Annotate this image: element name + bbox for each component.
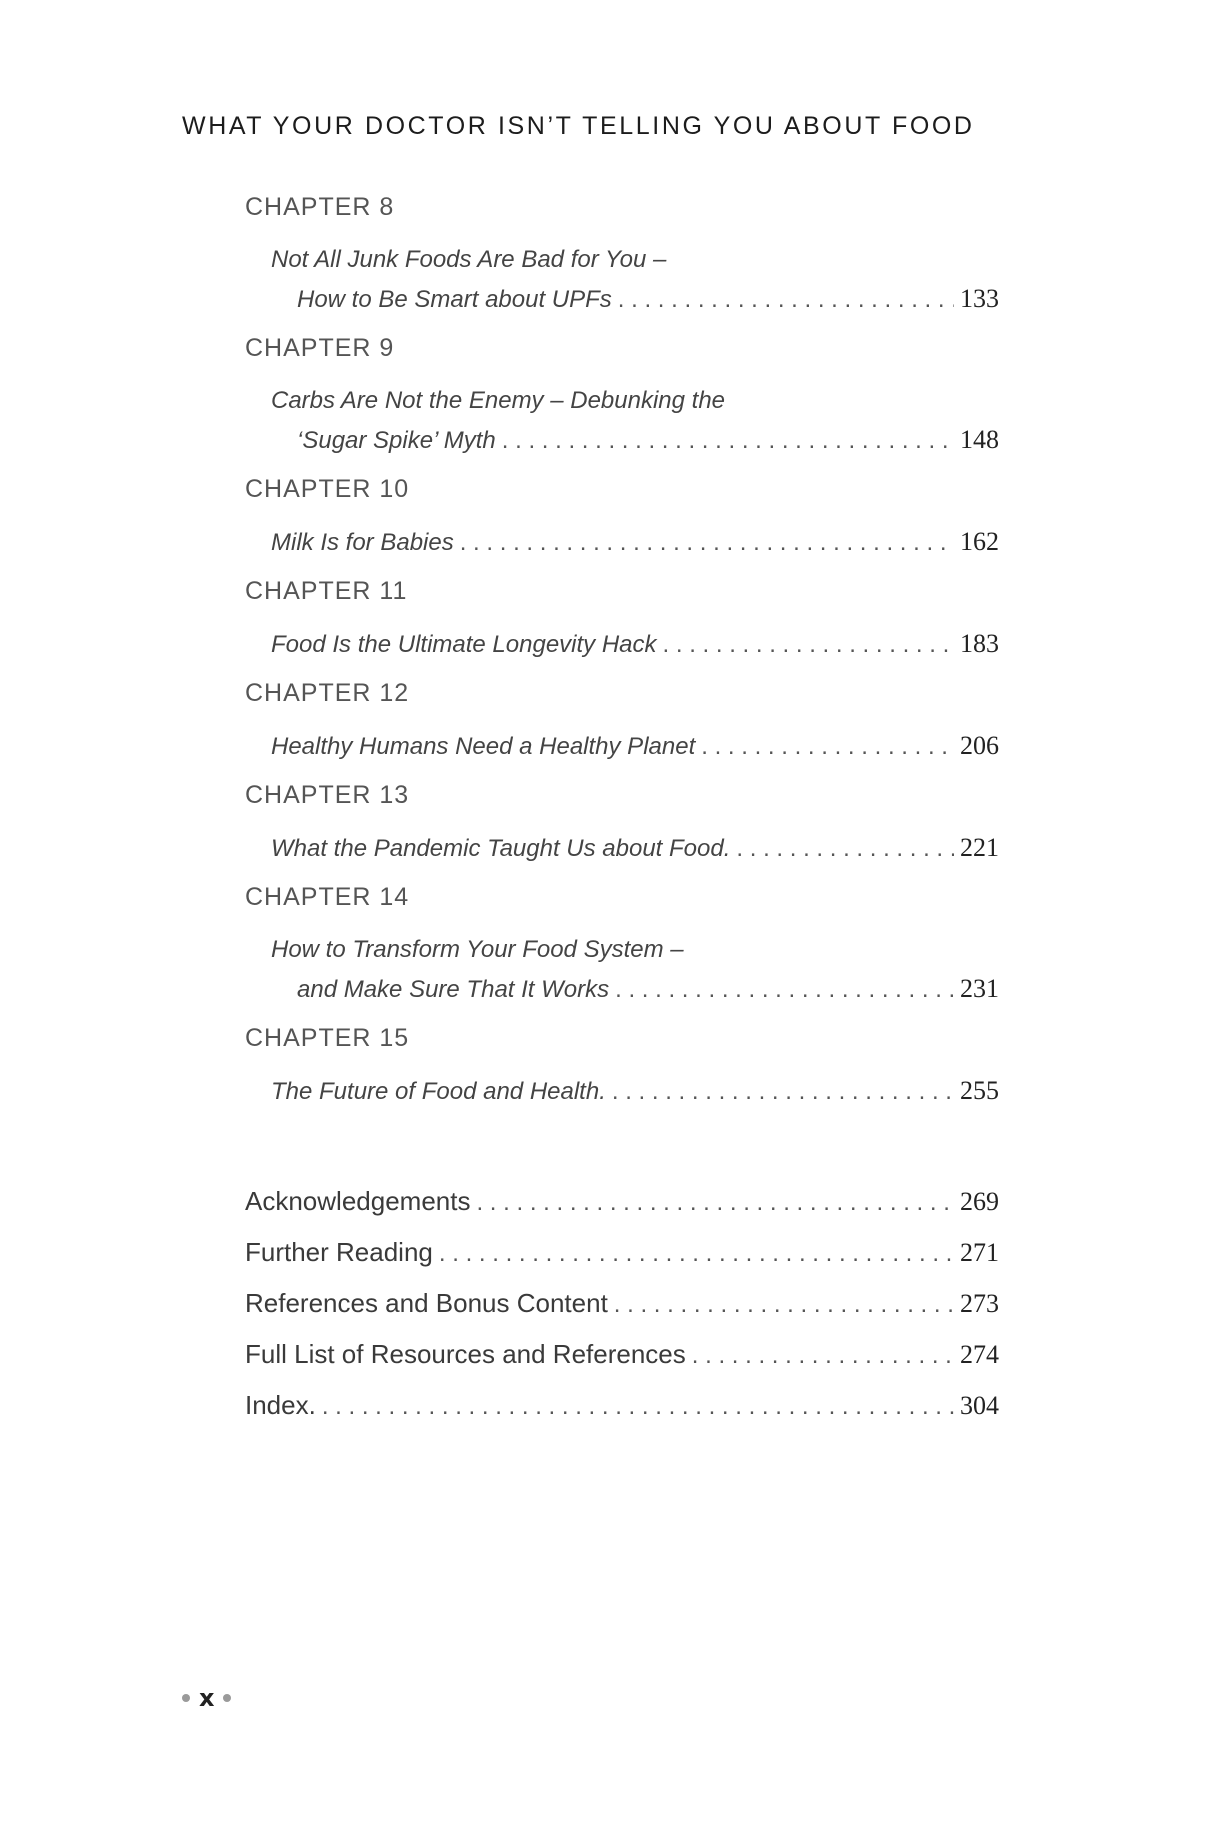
page-number: 148 [960, 425, 999, 454]
toc-entry-chapter-15[interactable] [271, 1071, 999, 1111]
chapter-label: CHAPTER 12 [245, 679, 410, 707]
dot-leader [618, 280, 954, 319]
folio-number: x [199, 1684, 215, 1712]
entry-leader-line [271, 624, 999, 664]
page-number: 133 [960, 284, 999, 313]
chapter-label: CHAPTER 11 [245, 577, 408, 605]
entry-title-line2: How to Be Smart about UPFs [297, 286, 612, 313]
entry-title-line1: Not All Junk Foods Are Bad for You – [271, 246, 667, 273]
chapter-label: CHAPTER 9 [245, 334, 395, 362]
running-head: WHAT YOUR DOCTOR ISN’T TELLING YOU ABOUT FOOD [182, 112, 975, 140]
page-number: 271 [960, 1238, 999, 1267]
entry-leader-line [271, 522, 999, 562]
entry-title: What the Pandemic Taught Us about Food. [271, 835, 731, 862]
toc-entry-chapter-11[interactable] [271, 624, 999, 664]
dot-leader [736, 829, 954, 868]
chapter-label: CHAPTER 14 [245, 883, 410, 911]
entry-title-line1: Carbs Are Not the Enemy – Debunking the [271, 387, 726, 414]
bullet-dot-icon [223, 1694, 231, 1702]
entry-title: Milk Is for Babies [271, 529, 454, 556]
page-number: 221 [960, 833, 999, 862]
page-number: 255 [960, 1076, 999, 1105]
page-number: 231 [960, 974, 999, 1003]
chapter-label: CHAPTER 8 [245, 193, 395, 221]
entry-leader-line [271, 969, 999, 1009]
toc-entry-chapter-8[interactable] [271, 240, 999, 319]
dot-leader [615, 970, 954, 1009]
toc-entry-further-reading[interactable] [245, 1227, 999, 1278]
entry-leader-line [271, 279, 999, 319]
entry-title: Index. [245, 1390, 316, 1420]
dot-leader [701, 727, 954, 766]
toc-entry-full-list-resources[interactable] [245, 1329, 999, 1380]
dot-leader [460, 523, 954, 562]
toc-entry-references-bonus[interactable] [245, 1278, 999, 1329]
toc-entry-index[interactable] [245, 1380, 999, 1431]
dot-leader [476, 1177, 954, 1228]
page-number: 273 [960, 1289, 999, 1318]
toc-entry-chapter-9[interactable] [271, 381, 999, 460]
back-matter-list [245, 1176, 999, 1431]
dot-leader [322, 1381, 954, 1432]
dot-leader [614, 1279, 954, 1330]
toc-entry-chapter-10[interactable] [271, 522, 999, 562]
entry-title: Acknowledgements [245, 1186, 471, 1216]
page-folio [182, 1686, 231, 1710]
dot-leader [663, 625, 954, 664]
entry-title: The Future of Food and Health. [271, 1078, 606, 1105]
entry-title: Healthy Humans Need a Healthy Planet [271, 733, 696, 760]
dot-leader [439, 1228, 954, 1279]
page-number: 162 [960, 527, 999, 556]
dot-leader [612, 1072, 954, 1111]
table-of-contents [245, 190, 999, 1123]
bullet-dot-icon [182, 1694, 190, 1702]
chapter-label: CHAPTER 10 [245, 475, 410, 503]
page-number: 304 [960, 1391, 999, 1420]
dot-leader [502, 421, 954, 460]
entry-title: Full List of Resources and References [245, 1339, 686, 1369]
entry-title: Further Reading [245, 1237, 433, 1267]
toc-entry-chapter-14[interactable] [271, 930, 999, 1009]
dot-leader [692, 1330, 954, 1381]
entry-leader-line [271, 1071, 999, 1111]
entry-title-line2: ‘Sugar Spike’ Myth [297, 427, 496, 454]
entry-leader-line [271, 726, 999, 766]
entry-title: Food Is the Ultimate Longevity Hack [271, 631, 657, 658]
toc-entry-chapter-13[interactable] [271, 828, 999, 868]
chapter-label: CHAPTER 13 [245, 781, 410, 809]
page-number: 274 [960, 1340, 999, 1369]
chapter-label: CHAPTER 15 [245, 1024, 410, 1052]
toc-entry-acknowledgements[interactable] [245, 1176, 999, 1227]
page-number: 183 [960, 629, 999, 658]
entry-leader-line [271, 420, 999, 460]
page-number: 269 [960, 1187, 999, 1216]
entry-title-line1: How to Transform Your Food System – [271, 936, 684, 963]
entry-title-line2: and Make Sure That It Works [297, 976, 610, 1003]
entry-leader-line [271, 828, 999, 868]
entry-title: References and Bonus Content [245, 1288, 608, 1318]
toc-entry-chapter-12[interactable] [271, 726, 999, 766]
page-number: 206 [960, 731, 999, 760]
